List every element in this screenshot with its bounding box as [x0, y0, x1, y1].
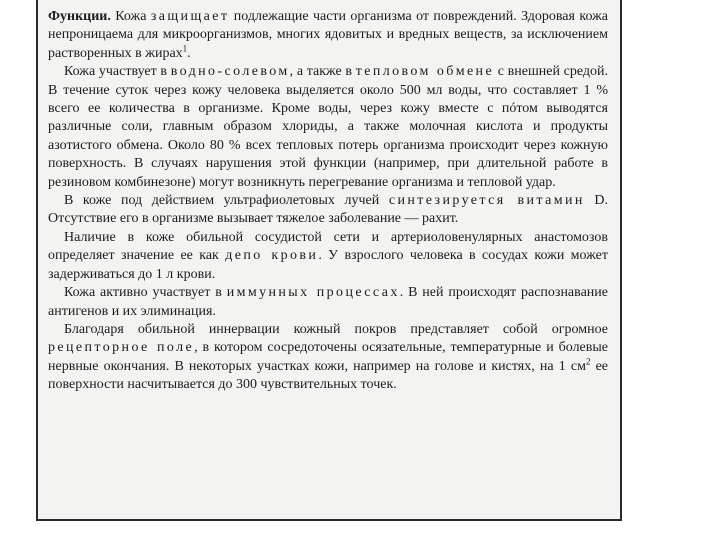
text-run: Кожа: [110, 9, 151, 24]
paragraph: [48, 192, 608, 229]
text-run: . В ней происходят распознавание антигенов и их элиминация.: [48, 285, 608, 319]
text-run: . У взрослого человека в сосудах кожи может задерживаться до 1 л крови.: [48, 248, 608, 282]
text-run: ее поверхности насчитывается до 300 чувствительных точек.: [48, 358, 609, 393]
emphasized-term: депо крови: [225, 248, 319, 264]
footnote-mark: 2: [585, 356, 591, 367]
text-run: Благодаря обильной иннервации кожный покров представляет собой огромное: [64, 321, 608, 337]
text-run: .: [187, 45, 191, 61]
emphasized-term: водно-солевом: [170, 64, 290, 80]
text-run: D. Отсутствие его в организме вызывает тяжелое заболевание — рахит.: [48, 193, 608, 227]
text-run: Кожа активно участвует в: [64, 285, 227, 301]
text-run: подлежащие части организма от повреждений. Здоровая кожа непроницаема для микроорганизмов, многих ядовитых и вредных веществ, за исключением растворенных в жирах: [48, 9, 608, 61]
text-run: В коже под действием ультрафиолетовых лучей: [64, 193, 389, 209]
footnote-mark: 1: [182, 43, 188, 54]
emphasized-term: синтезируется витамин: [388, 193, 585, 209]
text-run: с внешней средой. В течение суток через кожу человека выделяется около 500 мл воды, что составляет 1 % всего ее количества в организме. Кроме воды, через кожу вместе с пóтом выводятся различные соли, главным образом хлориды, а также молочная кислота и продукты азотистого обмена. Около 80 % всех тепловых потерь организма происходит через кожную поверхность. В случаях нарушения этой функции (например, при длительной работе в резиновом комбинезоне) могут возникнуть перегревание организма и тепловой удар.: [48, 64, 608, 190]
paragraph: [48, 8, 608, 63]
paragraph: [48, 321, 608, 395]
paragraph: [48, 229, 608, 284]
paragraph: [48, 63, 608, 192]
paragraph: [48, 284, 608, 321]
emphasized-term: защищает: [150, 9, 230, 24]
text-run: Кожа участвует в: [64, 64, 171, 80]
text-run: , а также в: [289, 64, 356, 80]
scanned-page: [36, 0, 622, 521]
text-run: Наличие в коже обильной сосудистой сети и артериоловенулярных анастомозов определяет значение ее как: [48, 229, 608, 264]
text-run: , в котором сосредоточены осязательные, температурные и болевые нервные окончания. В некоторых участках кожи, например на голове и кистях, на 1 см: [48, 340, 608, 374]
emphasized-term: иммунных процессах: [226, 285, 400, 301]
section-heading: Функции.: [48, 9, 111, 24]
emphasized-term: рецепторное поле: [48, 340, 195, 356]
document-body: [48, 8, 608, 395]
emphasized-term: тепловом обмене: [355, 64, 495, 80]
